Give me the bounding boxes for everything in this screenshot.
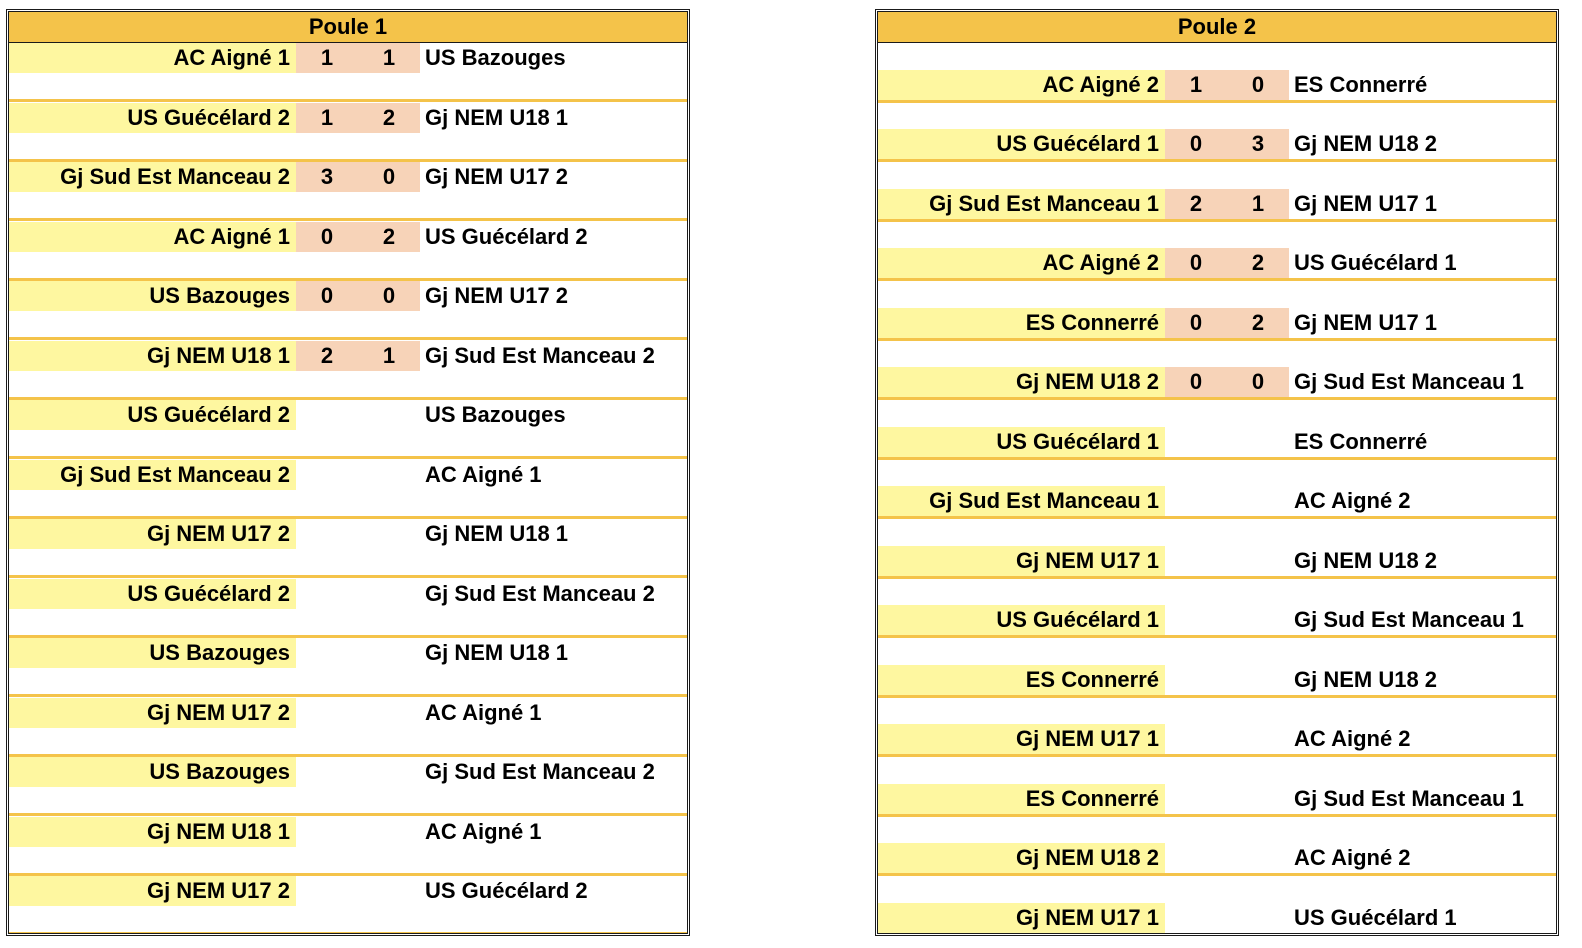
away-team: Gj NEM U18 1 (425, 640, 569, 665)
away-score (1227, 486, 1289, 516)
away-score (1227, 903, 1289, 933)
match-cells (878, 248, 1556, 278)
away-team: Gj NEM U18 1 (425, 104, 569, 130)
home-score: 1 (296, 43, 358, 73)
home-score (296, 817, 358, 847)
pool-title: Poule 2 (878, 12, 1556, 43)
away-team: ES Connerré (1294, 71, 1428, 97)
away-score: 2 (1227, 248, 1289, 278)
away-score (358, 579, 420, 609)
match-row (878, 103, 1556, 163)
away-score: 1 (358, 341, 420, 371)
home-team: AC Aigné 2 (878, 70, 1165, 100)
match-cells (9, 400, 687, 430)
match-row (878, 638, 1556, 698)
away-team: Gj Sud Est Manceau 1 (1294, 369, 1524, 394)
match-cells (878, 427, 1556, 457)
match-row (9, 341, 687, 401)
match-row (9, 460, 687, 520)
away-score (358, 698, 420, 728)
match-cells (878, 784, 1556, 814)
away-score (1227, 427, 1289, 457)
home-team: US Guécélard 1 (878, 129, 1165, 159)
away-score (358, 876, 420, 906)
away-score: 0 (358, 281, 420, 311)
away-team: Gj NEM U17 2 (425, 283, 569, 308)
pool-title: Poule 1 (9, 12, 687, 43)
row-divider (9, 932, 687, 935)
away-score (1227, 784, 1289, 814)
home-team: Gj NEM U18 2 (878, 843, 1165, 873)
home-score (296, 876, 358, 906)
away-score: 1 (358, 43, 420, 73)
home-team: US Bazouges (9, 638, 296, 668)
away-team: Gj NEM U18 2 (1294, 131, 1438, 156)
away-score: 2 (358, 103, 420, 133)
away-score (358, 757, 420, 787)
home-score: 1 (1165, 70, 1227, 100)
match-row (878, 43, 1556, 103)
home-score (1165, 665, 1227, 695)
home-score: 0 (296, 222, 358, 252)
match-row (9, 43, 687, 103)
away-score: 2 (358, 222, 420, 252)
away-team: AC Aigné 2 (1294, 845, 1411, 870)
home-score (296, 757, 358, 787)
away-score: 3 (1227, 129, 1289, 159)
away-team: US Guécélard 2 (425, 223, 588, 249)
home-score (296, 519, 358, 549)
away-team: Gj NEM U17 2 (425, 164, 569, 189)
home-team: Gj Sud Est Manceau 1 (878, 486, 1165, 516)
home-team: AC Aigné 1 (9, 43, 296, 73)
match-cells (9, 579, 687, 609)
away-score: 0 (1227, 367, 1289, 397)
match-cells (878, 903, 1556, 933)
match-row (9, 757, 687, 817)
match-row (9, 817, 687, 877)
home-team: ES Connerré (878, 665, 1165, 695)
match-row (9, 162, 687, 222)
match-row (9, 222, 687, 282)
home-score (1165, 605, 1227, 635)
away-score (358, 638, 420, 668)
home-team: Gj NEM U18 1 (9, 817, 296, 847)
home-team: Gj NEM U17 1 (878, 903, 1165, 933)
away-score (358, 460, 420, 490)
away-team: Gj Sud Est Manceau 2 (425, 342, 655, 368)
pool-1-table (6, 9, 690, 936)
pool-2-table (875, 9, 1559, 936)
match-row (878, 460, 1556, 520)
match-cells (9, 460, 687, 490)
home-team: US Bazouges (9, 281, 296, 311)
home-team: Gj Sud Est Manceau 1 (878, 189, 1165, 219)
home-team: AC Aigné 1 (9, 222, 296, 252)
home-team: US Guécélard 1 (878, 427, 1165, 457)
away-team: ES Connerré (1294, 428, 1428, 454)
home-team: Gj NEM U17 2 (9, 698, 296, 728)
away-score (358, 400, 420, 430)
match-row (878, 222, 1556, 282)
home-score (296, 460, 358, 490)
match-row (9, 103, 687, 163)
home-team: ES Connerré (878, 784, 1165, 814)
away-team: Gj Sud Est Manceau 1 (1294, 785, 1524, 811)
home-score: 3 (296, 162, 358, 192)
away-team: Gj Sud Est Manceau 2 (425, 759, 655, 784)
match-cells (878, 486, 1556, 516)
match-cells (9, 698, 687, 728)
away-team: AC Aigné 2 (1294, 488, 1411, 513)
home-score (1165, 546, 1227, 576)
home-team: US Guécélard 2 (9, 103, 296, 133)
away-team: Gj NEM U17 1 (1294, 190, 1438, 216)
match-cells (878, 665, 1556, 695)
away-team: US Guécélard 2 (425, 878, 588, 903)
match-row (9, 638, 687, 698)
home-team: US Bazouges (9, 757, 296, 787)
home-team: Gj Sud Est Manceau 2 (9, 460, 296, 490)
match-row (878, 281, 1556, 341)
away-team: AC Aigné 1 (425, 818, 542, 844)
away-score (1227, 546, 1289, 576)
match-cells (9, 519, 687, 549)
match-row (9, 519, 687, 579)
home-score (296, 698, 358, 728)
away-score (1227, 665, 1289, 695)
match-cells (9, 162, 687, 192)
home-score (296, 400, 358, 430)
home-team: Gj NEM U17 1 (878, 546, 1165, 576)
away-score: 1 (1227, 189, 1289, 219)
match-row (878, 341, 1556, 401)
home-team: US Guécélard 2 (9, 400, 296, 430)
home-score: 0 (1165, 308, 1227, 338)
match-row (878, 519, 1556, 579)
match-cells (878, 605, 1556, 635)
row-divider (878, 933, 1556, 936)
away-score (1227, 605, 1289, 635)
home-score: 2 (1165, 189, 1227, 219)
match-row (878, 698, 1556, 758)
match-row (878, 876, 1556, 936)
home-score (1165, 486, 1227, 516)
home-score: 0 (1165, 129, 1227, 159)
home-team: Gj NEM U17 2 (9, 876, 296, 906)
away-score (1227, 724, 1289, 754)
match-cells (9, 757, 687, 787)
match-row (878, 579, 1556, 639)
match-cells (878, 129, 1556, 159)
away-team: US Guécélard 1 (1294, 250, 1457, 275)
home-team: US Guécélard 2 (9, 579, 296, 609)
away-team: Gj Sud Est Manceau 2 (425, 580, 655, 606)
match-cells (9, 876, 687, 906)
match-row (9, 579, 687, 639)
match-row (9, 698, 687, 758)
home-score: 1 (296, 103, 358, 133)
home-score: 2 (296, 341, 358, 371)
home-team: Gj NEM U18 2 (878, 367, 1165, 397)
away-team: AC Aigné 2 (1294, 726, 1411, 751)
away-team: US Guécélard 1 (1294, 904, 1457, 930)
match-cells (878, 546, 1556, 576)
away-team: US Bazouges (425, 402, 566, 427)
match-row (9, 400, 687, 460)
home-team: Gj NEM U18 1 (9, 341, 296, 371)
away-score: 0 (1227, 70, 1289, 100)
match-cells (9, 222, 687, 252)
match-row (878, 162, 1556, 222)
home-team: Gj NEM U17 2 (9, 519, 296, 549)
away-score (358, 817, 420, 847)
match-cells (878, 843, 1556, 873)
away-team: Gj NEM U17 1 (1294, 309, 1438, 335)
match-cells (9, 281, 687, 311)
away-team: Gj Sud Est Manceau 1 (1294, 607, 1524, 632)
home-score: 0 (296, 281, 358, 311)
home-score (296, 579, 358, 609)
match-cells (9, 341, 687, 371)
match-cells (878, 308, 1556, 338)
home-team: US Guécélard 1 (878, 605, 1165, 635)
match-cells (9, 43, 687, 73)
match-cells (878, 189, 1556, 219)
away-team: AC Aigné 1 (425, 699, 542, 725)
home-team: Gj NEM U17 1 (878, 724, 1165, 754)
away-team: Gj NEM U18 2 (1294, 666, 1438, 692)
match-row (878, 400, 1556, 460)
away-team: US Bazouges (425, 45, 566, 70)
away-score (1227, 843, 1289, 873)
match-row (878, 757, 1556, 817)
match-cells (878, 724, 1556, 754)
match-row (878, 817, 1556, 877)
match-row (9, 281, 687, 341)
match-cells (9, 817, 687, 847)
home-score: 0 (1165, 367, 1227, 397)
away-score: 0 (358, 162, 420, 192)
away-team: Gj NEM U18 2 (1294, 547, 1438, 573)
home-score (1165, 724, 1227, 754)
match-cells (878, 367, 1556, 397)
away-score: 2 (1227, 308, 1289, 338)
home-score (1165, 427, 1227, 457)
match-cells (878, 70, 1556, 100)
home-score (1165, 784, 1227, 814)
match-cells (9, 103, 687, 133)
home-team: Gj Sud Est Manceau 2 (9, 162, 296, 192)
away-team: Gj NEM U18 1 (425, 521, 569, 546)
match-row (9, 876, 687, 936)
away-score (358, 519, 420, 549)
home-score (296, 638, 358, 668)
match-cells (9, 638, 687, 668)
home-team: ES Connerré (878, 308, 1165, 338)
home-team: AC Aigné 2 (878, 248, 1165, 278)
home-score: 0 (1165, 248, 1227, 278)
away-team: AC Aigné 1 (425, 461, 542, 487)
home-score (1165, 903, 1227, 933)
home-score (1165, 843, 1227, 873)
